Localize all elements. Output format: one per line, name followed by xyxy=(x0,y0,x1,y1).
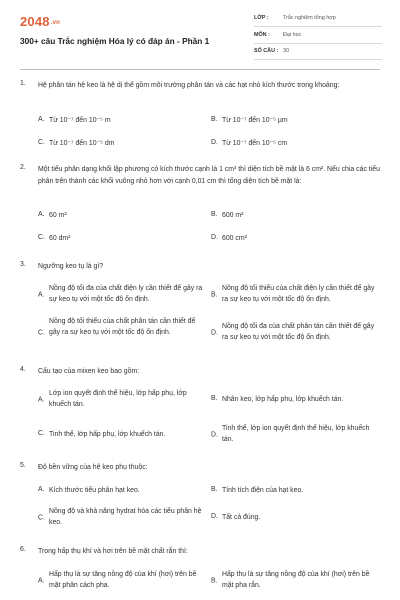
logo-domain: .vn xyxy=(50,19,61,26)
option-a[interactable] xyxy=(38,486,208,497)
option-text: Lớp ion quyết định thế hiệu, lớp hấp phụ, lớp khuếch tán. xyxy=(49,390,187,408)
option-b[interactable] xyxy=(211,570,381,592)
question-6 xyxy=(20,546,380,558)
option-c[interactable] xyxy=(38,317,208,349)
document-title: 300+ câu Trắc nghiệm Hóa lý có đáp án - Phần 1 xyxy=(20,36,210,46)
option-c[interactable] xyxy=(38,234,208,245)
option-a[interactable] xyxy=(38,570,208,592)
option-text: Từ 10⁻⁷ đến 10⁻⁵ μm xyxy=(222,117,288,124)
option-text: 600 cm² xyxy=(222,235,247,242)
option-letter: C. xyxy=(38,329,45,337)
meta-value: 30 xyxy=(283,48,289,54)
option-text: 60 dm² xyxy=(49,235,71,242)
question-3 xyxy=(20,261,380,273)
option-text: Tinh thể, lớp ion quyết định thế hiệu, lớp khuếch tán. xyxy=(222,425,370,443)
option-text: Tính tích điện của hạt keo. xyxy=(222,487,304,494)
option-text: Nồng độ tối thiểu của chất phân tán cần thiết để gây ra sự keo tụ với một tốc độ ổn định. xyxy=(49,318,196,336)
option-letter: C. xyxy=(38,430,45,437)
option-a[interactable] xyxy=(38,389,208,411)
option-letter: B. xyxy=(211,486,218,493)
option-letter: A. xyxy=(38,211,45,218)
option-b[interactable] xyxy=(211,211,381,222)
meta-row-subject xyxy=(254,29,382,44)
question-number: 3. xyxy=(20,261,26,268)
option-text: Nồng độ tối thiểu của chất điện ly cần thiết để gây ra sự keo tụ với một tốc độ ổn định. xyxy=(222,285,375,303)
option-letter: B. xyxy=(211,211,218,218)
site-logo[interactable] xyxy=(20,14,60,29)
option-a[interactable] xyxy=(38,116,208,127)
option-b[interactable] xyxy=(211,284,381,306)
option-c[interactable] xyxy=(38,507,208,529)
option-letter: D. xyxy=(211,234,218,241)
question-text: Ngưỡng keo tụ là gì? xyxy=(38,263,104,270)
option-text: Hấp thụ là sự tăng nồng độ của khí (hơi) trên bề mặt phân cách pha. xyxy=(49,571,197,589)
question-number: 2. xyxy=(20,164,26,171)
option-b[interactable] xyxy=(211,116,381,127)
meta-label: SỐ CÂU : xyxy=(254,48,279,54)
option-b[interactable] xyxy=(211,395,381,406)
option-text: Nồng độ tối đa của chất điện ly cần thiết để gây ra sự keo tụ với một tốc độ ổn định. xyxy=(49,285,203,303)
option-letter: D. xyxy=(211,329,218,337)
option-text: Tinh thể, lớp hấp phụ, lớp khuếch tán. xyxy=(49,431,166,438)
question-5 xyxy=(20,462,380,474)
page-header xyxy=(0,0,400,62)
option-text: Tất cả đúng. xyxy=(222,514,261,521)
option-letter: A. xyxy=(38,116,45,123)
meta-label: LỚP : xyxy=(254,15,269,21)
question-number: 5. xyxy=(20,462,26,469)
option-letter: A. xyxy=(38,291,45,299)
question-number: 1. xyxy=(20,80,26,87)
option-text: Kích thước tiểu phân hạt keo. xyxy=(49,487,140,494)
option-b[interactable] xyxy=(211,486,381,497)
option-d[interactable] xyxy=(211,513,381,524)
question-4 xyxy=(20,366,380,378)
option-letter: B. xyxy=(211,116,218,123)
meta-row-count xyxy=(254,45,382,60)
question-number: 6. xyxy=(20,546,26,553)
header-divider xyxy=(20,69,380,70)
option-text: Từ 10⁻⁷ đến 10⁻⁵ m xyxy=(49,117,111,124)
option-letter: D. xyxy=(211,513,218,520)
meta-value: Đại học xyxy=(283,32,302,38)
option-letter: B. xyxy=(211,395,218,402)
option-d[interactable] xyxy=(211,234,381,245)
option-letter: D. xyxy=(211,431,218,439)
meta-value: Trắc nghiệm tổng hợp xyxy=(283,15,336,21)
option-a[interactable] xyxy=(38,284,208,306)
option-d[interactable] xyxy=(211,139,381,150)
option-letter: B. xyxy=(211,577,218,585)
option-letter: D. xyxy=(211,139,218,146)
option-letter: C. xyxy=(38,234,45,241)
option-text: Nhân keo, lớp hấp phụ, lớp khuếch tán. xyxy=(222,396,344,403)
question-text: Một tiểu phân dạng khối lập phương có kích thước cạnh là 1 cm³ thì diện tích bề mặt là 6 cm². Nếu chia các tiểu phân trên thành các khối vuông nhỏ hơn với cạnh 0,01 cm thì tổng diện tích bề mặt là: xyxy=(38,166,380,185)
option-c[interactable] xyxy=(38,430,208,441)
meta-row-class xyxy=(254,12,382,27)
option-text: 600 m² xyxy=(222,212,244,219)
option-letter: A. xyxy=(38,396,45,404)
option-letter: C. xyxy=(38,139,45,146)
option-text: Nồng độ tối đa của chất phân tán cần thiết để gây ra sự keo tụ với một tốc độ ổn định. xyxy=(222,323,375,341)
option-text: 60 m² xyxy=(49,212,67,219)
question-number: 4. xyxy=(20,366,26,373)
option-c[interactable] xyxy=(38,139,208,150)
option-letter: B. xyxy=(211,291,218,299)
option-text: Hấp thụ là sự tăng nồng độ của khí (hơi) trên bề mặt pha rắn. xyxy=(222,571,370,589)
option-letter: A. xyxy=(38,577,45,585)
question-text: Hệ phân tán hệ keo là hệ dị thể gồm môi trường phân tán và các hạt nhỏ kích thước trong khoảng: xyxy=(38,82,340,89)
option-text: Từ 10⁻⁷ đến 10⁻⁵ dm xyxy=(49,140,115,147)
logo-main: 2048 xyxy=(20,14,50,29)
option-d[interactable] xyxy=(211,322,381,344)
option-letter: A. xyxy=(38,486,45,493)
question-text: Cấu tạo của mixen keo bao gồm: xyxy=(38,368,140,375)
option-text: Nồng độ và khả năng hydrat hóa các tiểu phân hệ keo. xyxy=(49,508,202,526)
option-d[interactable] xyxy=(211,424,381,446)
option-letter: C. xyxy=(38,514,45,522)
option-text: Từ 10⁻⁷ đến 10⁻⁵ cm xyxy=(222,140,288,147)
question-1 xyxy=(20,80,380,92)
question-2 xyxy=(20,164,380,187)
option-a[interactable] xyxy=(38,211,208,222)
question-text: Trong hấp thụ khí và hơi trên bề mặt chất rắn thì: xyxy=(38,548,188,555)
meta-label: MÔN : xyxy=(254,32,270,38)
question-text: Độ bền vững của hệ keo phụ thuộc: xyxy=(38,464,148,471)
